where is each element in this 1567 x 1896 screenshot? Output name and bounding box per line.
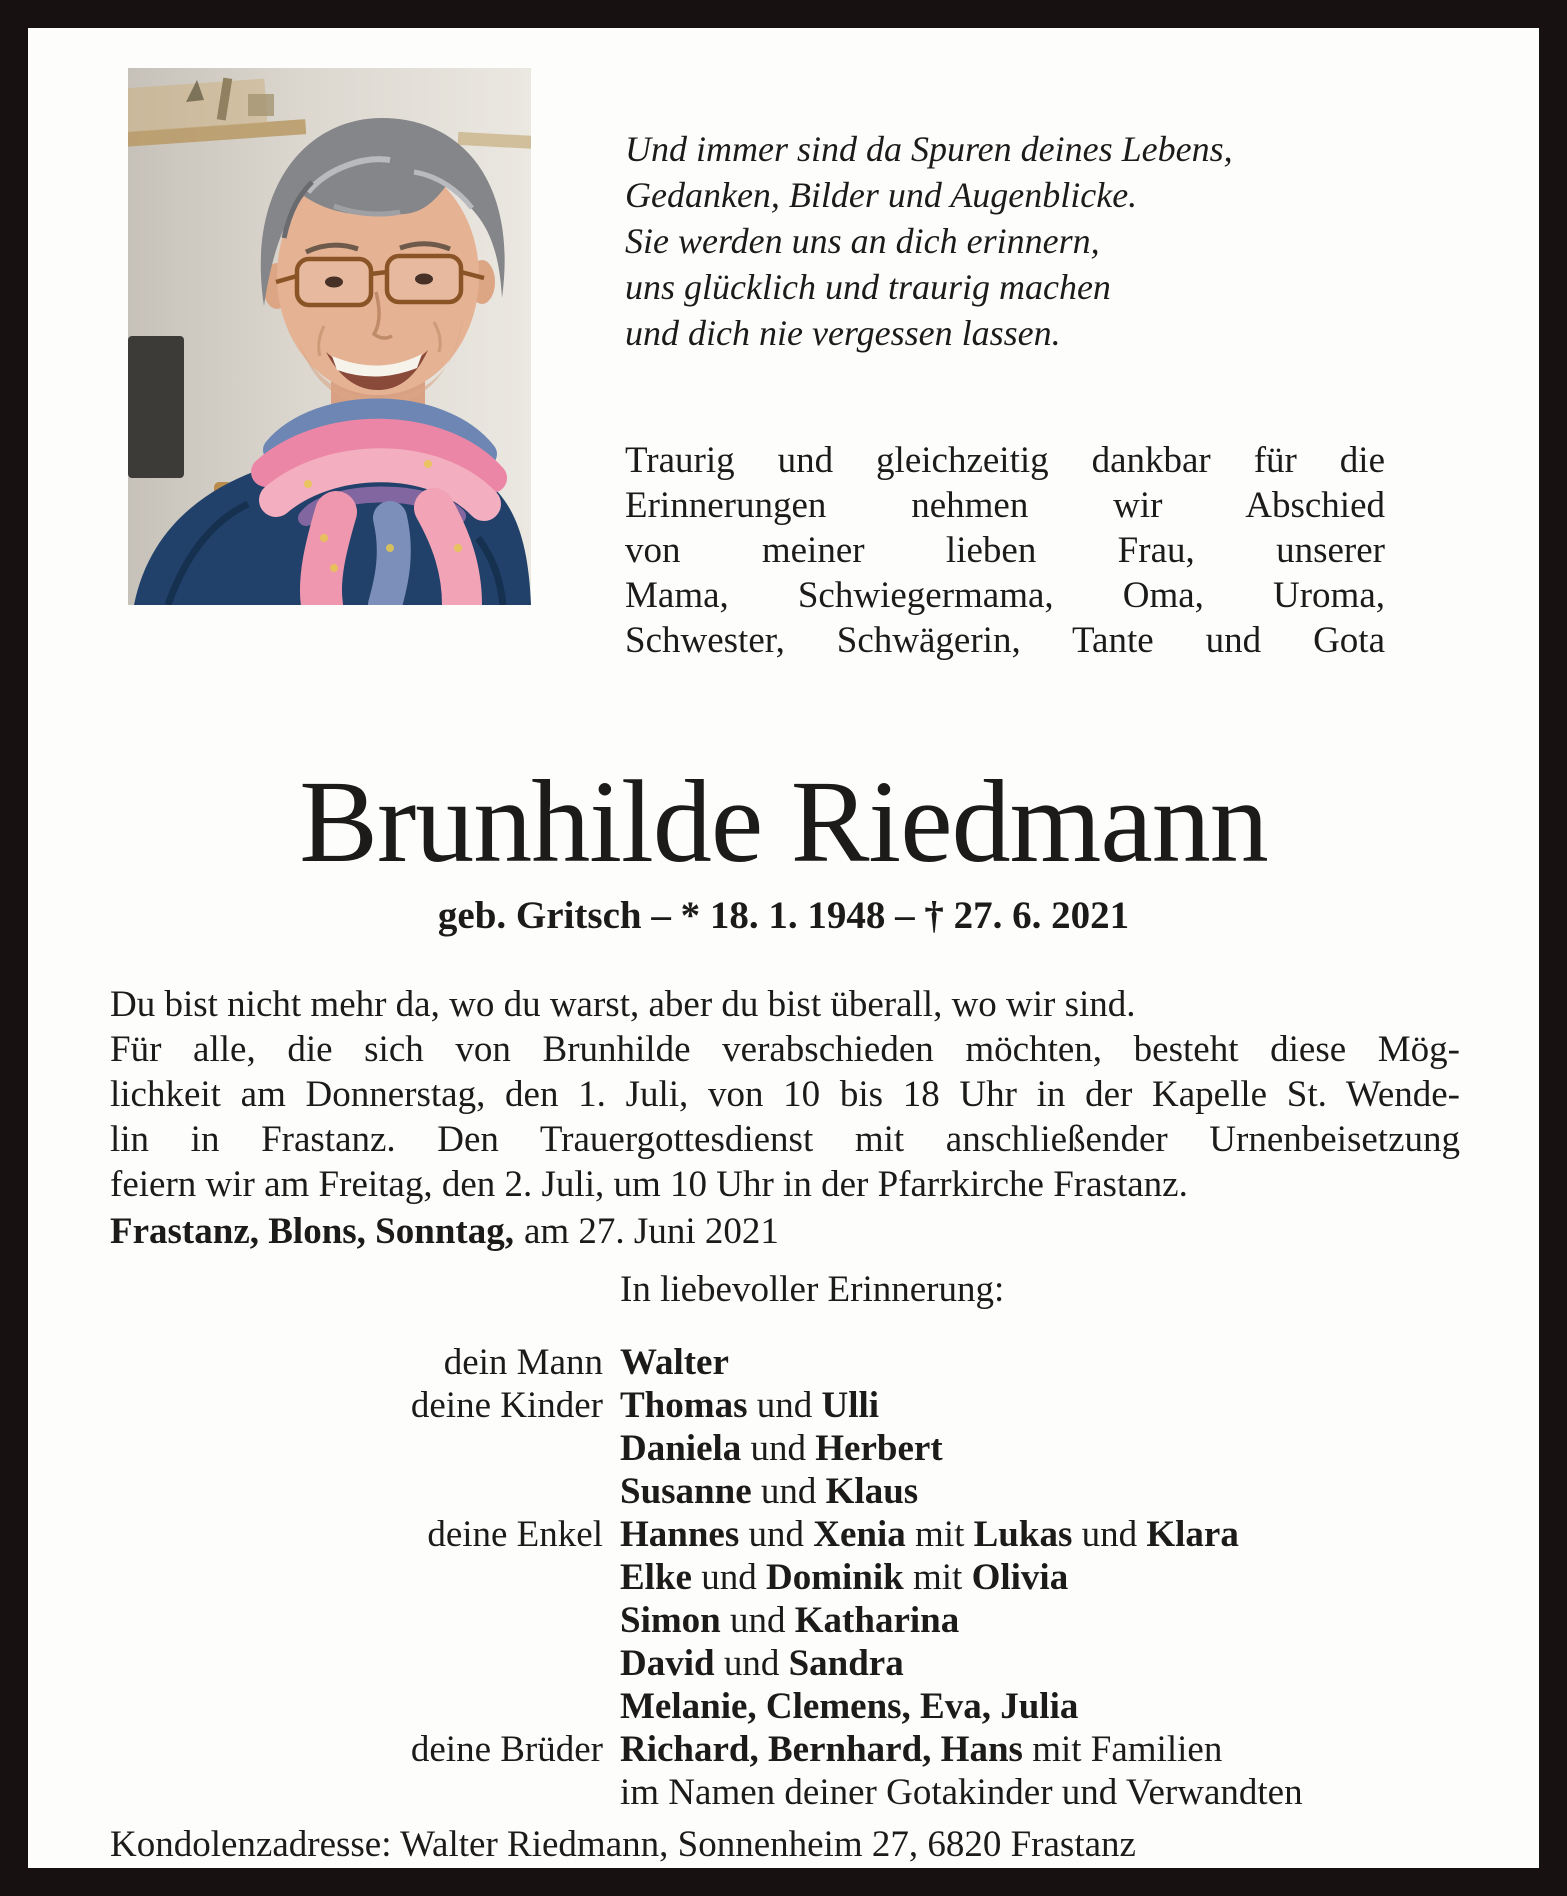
family-list <box>28 1341 1539 1814</box>
relation-names <box>620 1427 943 1470</box>
relation-label: deine Brüder <box>410 1728 603 1770</box>
text-line: Sie werden uns an dich erinnern, <box>625 221 1100 261</box>
text-line: und dich nie vergessen lassen. <box>625 313 1061 353</box>
connector-text: und <box>751 1470 826 1512</box>
family-name: Lukas <box>973 1513 1073 1555</box>
relation-names <box>620 1642 904 1685</box>
family-name: Susanne <box>620 1470 752 1512</box>
relation-names <box>620 1556 1068 1599</box>
place-names: Frastanz, Blons, Sonntag, <box>110 1210 514 1252</box>
text-line: lichkeit am Donnerstag, den 1. Juli, von 10 bis 18 Uhr in der Kapelle St. Wende- <box>110 1073 1460 1115</box>
connector-text: mit Familien <box>1022 1728 1223 1770</box>
relation-names <box>620 1341 729 1384</box>
portrait-photo <box>128 68 531 605</box>
connector-text: und <box>691 1556 766 1598</box>
relation-label <box>28 1470 603 1513</box>
connector-text: mit <box>903 1556 972 1598</box>
family-name: Walter <box>620 1341 729 1383</box>
relation-names <box>620 1771 1303 1814</box>
family-row <box>28 1642 1539 1685</box>
obituary-page <box>28 28 1539 1868</box>
text-line: lin in Frastanz. Den Trauergottesdienst mit anschließender Urnenbeisetzung <box>110 1118 1460 1160</box>
relation-names <box>620 1685 1078 1728</box>
place-date-line <box>110 1209 1539 1254</box>
connector-text: und <box>720 1599 795 1641</box>
connector-text: und <box>1072 1513 1147 1555</box>
family-name: Herbert <box>815 1427 943 1469</box>
connector-text: und <box>747 1384 822 1426</box>
relation-names <box>620 1513 1239 1556</box>
intro-paragraph <box>625 438 1385 663</box>
family-row <box>28 1599 1539 1642</box>
text-line: Für alle, die sich von Brunhilde verabschieden möchten, besteht diese Mög- <box>110 1028 1460 1070</box>
relation-label <box>28 1599 603 1642</box>
relation-names <box>620 1384 879 1427</box>
memorial-poem <box>625 126 1233 356</box>
family-name: Olivia <box>971 1556 1069 1598</box>
family-row <box>28 1427 1539 1470</box>
family-name: Elke <box>620 1556 692 1598</box>
relation-names <box>620 1599 959 1642</box>
relation-names <box>620 1470 918 1513</box>
text-line: Gedanken, Bilder und Augenblicke. <box>625 175 1138 215</box>
family-name: Xenia <box>813 1513 906 1555</box>
text-line: Erinnerungen nehmen wir Abschied <box>625 485 1385 526</box>
family-row <box>28 1685 1539 1728</box>
connector-text: mit <box>905 1513 974 1555</box>
family-name: Simon <box>620 1599 721 1641</box>
family-name: Klaus <box>825 1470 919 1512</box>
connector-text: und <box>714 1642 789 1684</box>
date-text: am 27. Juni 2021 <box>523 1210 779 1252</box>
birth-death-dates: geb. Gritsch – * 18. 1. 1948 – † 27. 6. 2021 <box>437 893 1130 937</box>
family-name: Thomas <box>620 1384 748 1426</box>
connector-text: und <box>739 1513 814 1555</box>
relation-label: deine Kinder <box>410 1384 603 1426</box>
family-name: Sandra <box>788 1642 904 1684</box>
family-name: Daniela <box>620 1427 742 1469</box>
announcement-body <box>110 982 1460 1207</box>
relation-label <box>28 1556 603 1599</box>
text-line: Traurig und gleichzeitig dankbar für die <box>625 440 1385 481</box>
family-row <box>28 1771 1539 1814</box>
text-line: Mama, Schwiegermama, Oma, Uroma, <box>625 575 1385 616</box>
relation-names <box>620 1728 1222 1771</box>
family-name: Melanie, Clemens, Eva, Julia <box>620 1685 1079 1727</box>
memoriam-heading: In liebevoller Erinnerung: <box>620 1268 1005 1310</box>
family-name: Dominik <box>765 1556 904 1598</box>
relation-label <box>28 1771 603 1814</box>
family-name: Katharina <box>794 1599 960 1641</box>
text-line: Schwester, Schwägerin, Tante und Gota <box>625 620 1385 661</box>
relation-label: dein Mann <box>443 1341 603 1383</box>
portrait-illustration <box>128 68 531 605</box>
family-name: Hannes <box>620 1513 740 1555</box>
family-name: David <box>620 1642 715 1684</box>
family-row <box>28 1556 1539 1599</box>
family-name: Klara <box>1146 1513 1239 1555</box>
family-row <box>28 1728 1539 1771</box>
relation-label <box>28 1642 603 1685</box>
relation-label <box>28 1685 603 1728</box>
top-section <box>28 28 1539 661</box>
text-line: feiern wir am Freitag, den 2. Juli, um 10 Uhr in der Pfarrkirche Frastanz. <box>110 1163 1188 1205</box>
relation-label: deine Enkel <box>427 1513 603 1555</box>
connector-text: im Namen deiner Gotakinder und Verwandten <box>620 1771 1303 1813</box>
family-name: Ulli <box>821 1384 880 1426</box>
family-row <box>28 1384 1539 1427</box>
deceased-name: Brunhilde Riedmann <box>299 756 1268 887</box>
family-name: Richard, Bernhard, Hans <box>620 1728 1023 1770</box>
text-line: Und immer sind da Spuren deines Lebens, <box>625 129 1233 169</box>
text-line: uns glücklich und traurig machen <box>625 267 1111 307</box>
family-row <box>28 1470 1539 1513</box>
connector-text: und <box>741 1427 816 1469</box>
text-line: von meiner lieben Frau, unserer <box>625 530 1385 571</box>
family-row <box>28 1341 1539 1384</box>
relation-label <box>28 1427 603 1470</box>
quote-line: Du bist nicht mehr da, wo du warst, aber du bist überall, wo wir sind. <box>110 983 1136 1025</box>
family-row <box>28 1513 1539 1556</box>
condolence-address: Kondolenzadresse: Walter Riedmann, Sonnenheim 27, 6820 Frastanz <box>110 1823 1136 1865</box>
body-paragraph <box>110 1027 1460 1207</box>
